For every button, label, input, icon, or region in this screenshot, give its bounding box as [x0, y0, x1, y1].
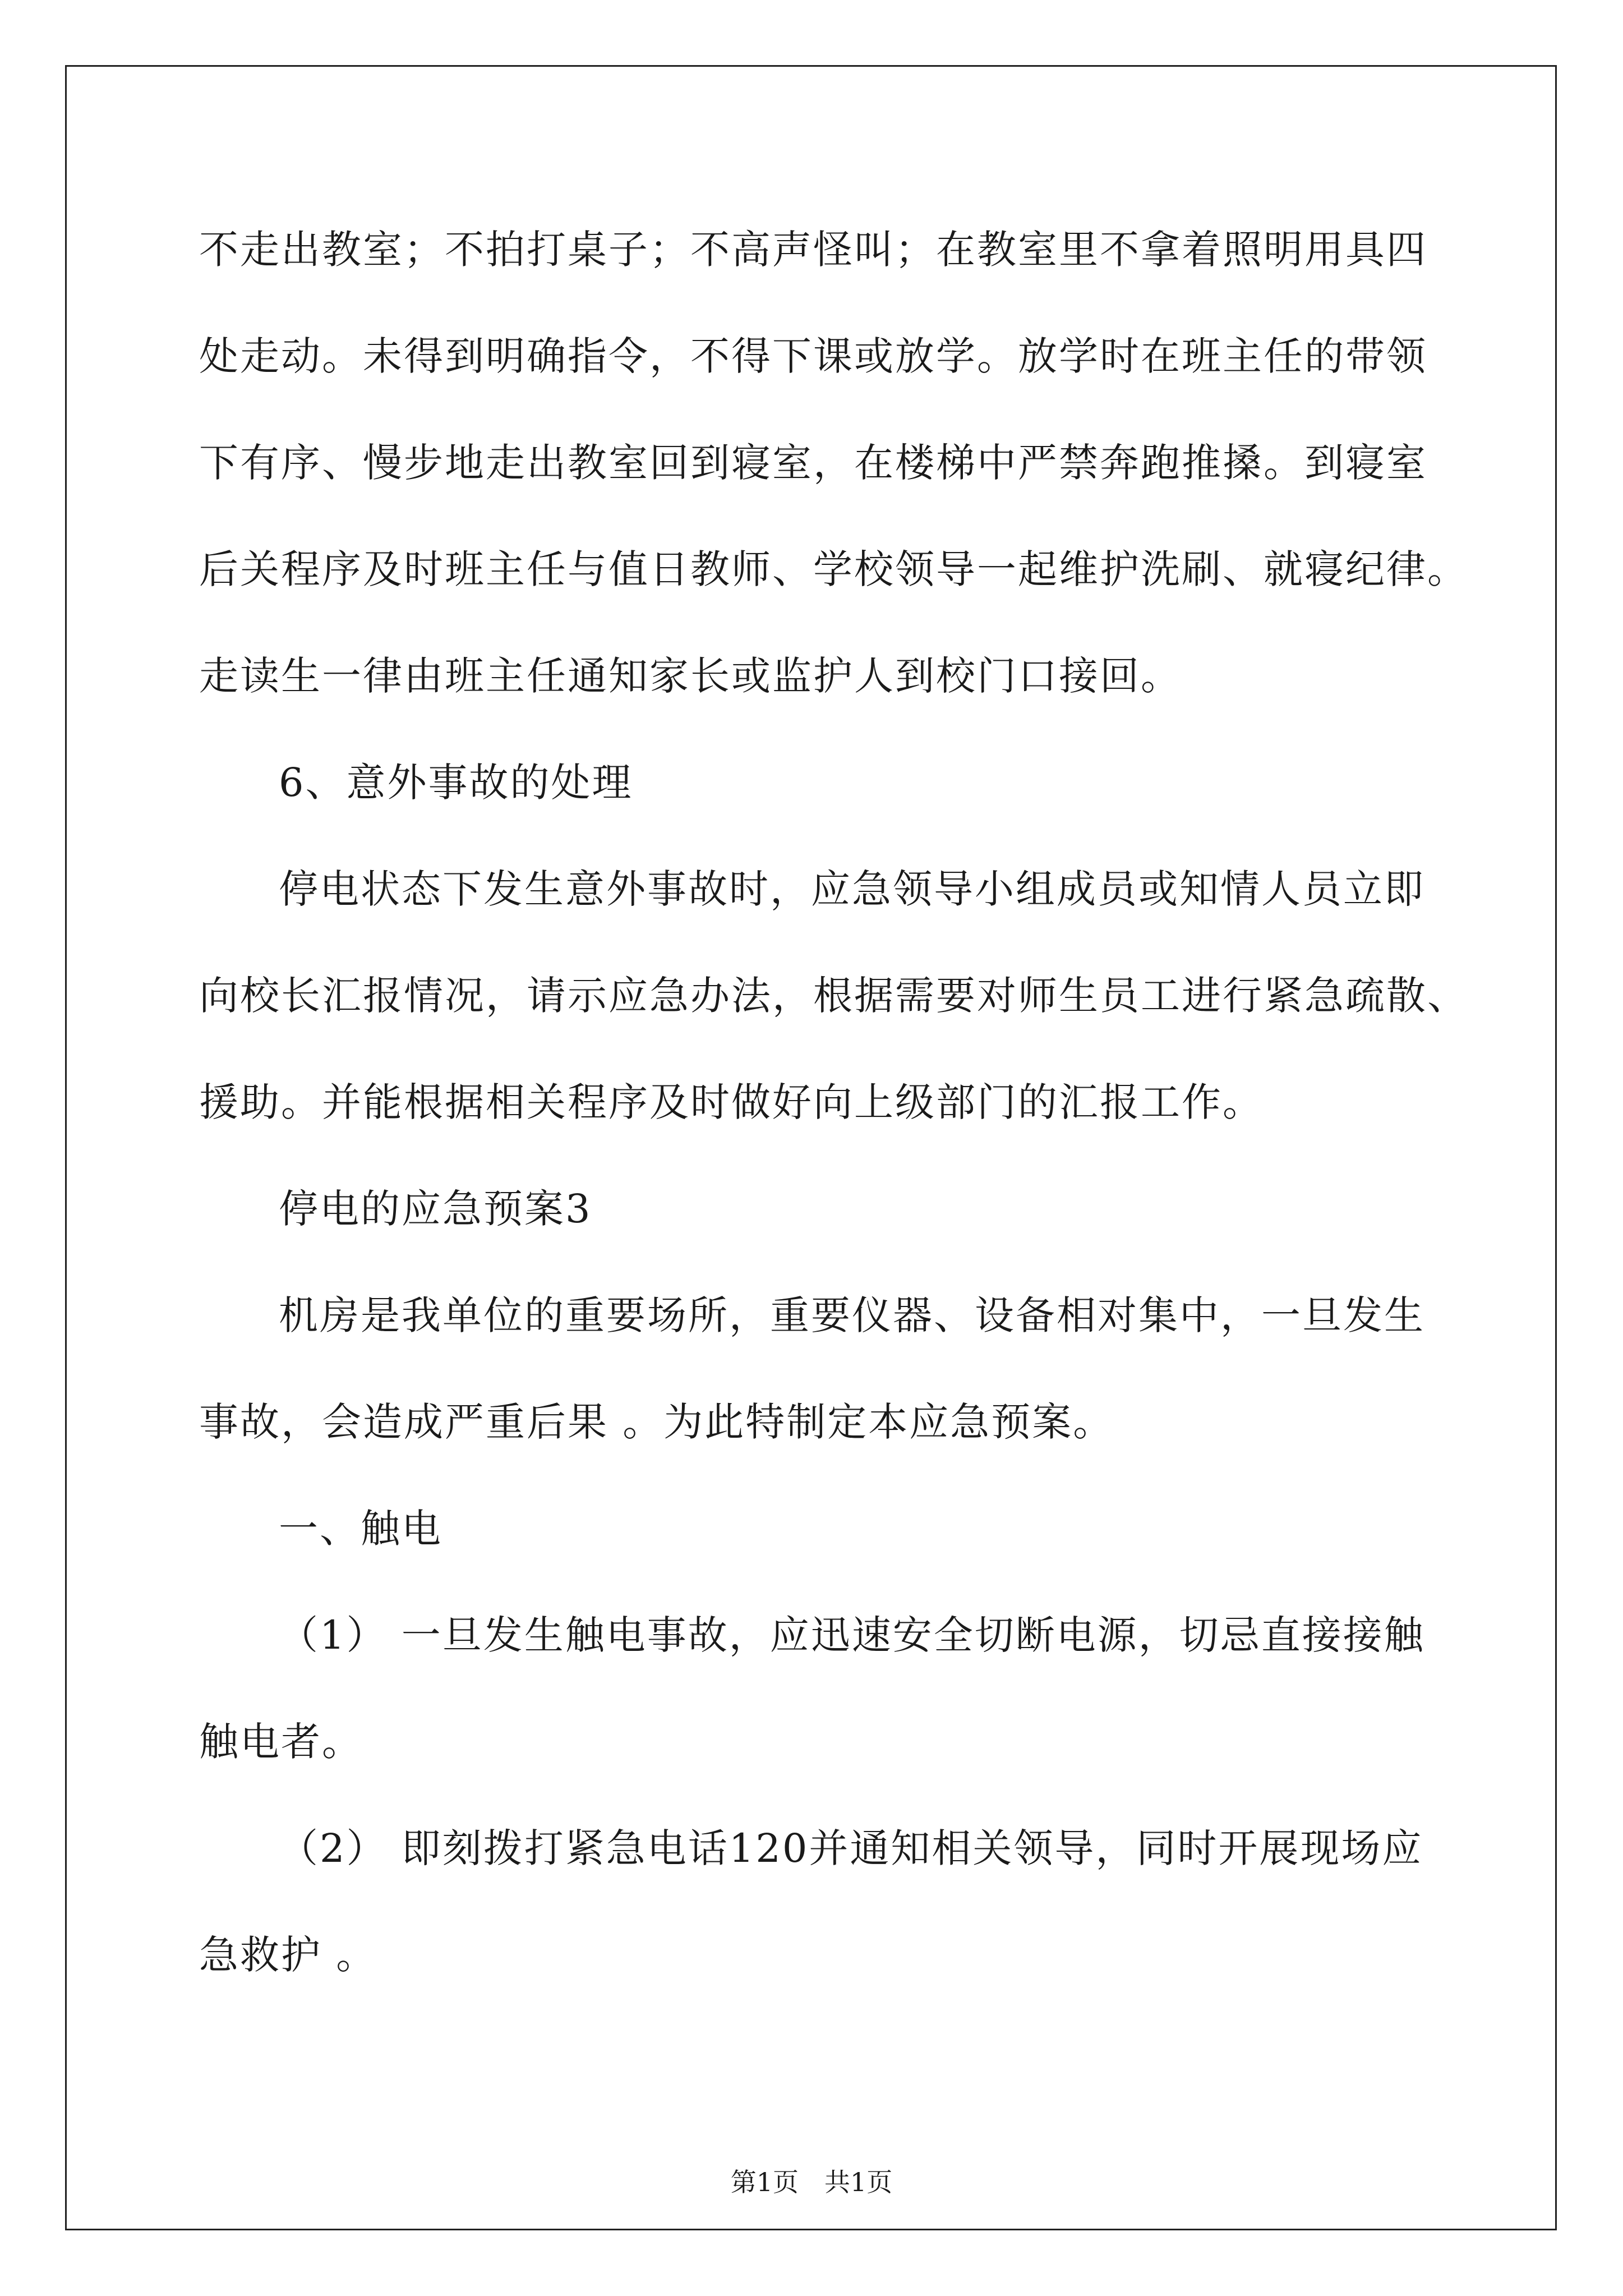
body-line-5: 走读生一律由班主任通知家长或监护人到校门口接回。 [199, 653, 1182, 699]
body-line-3: 下有序、慢步地走出教室回到寝室，在楼梯中严禁奔跑推搡。到寝室 [199, 440, 1427, 486]
body-line-7: 停电状态下发生意外事故时，应急领导小组成员或知情人员立即 [279, 866, 1425, 912]
body-line-2: 处走动。未得到明确指令，不得下课或放学。放学时在班主任的带领 [199, 333, 1427, 379]
body-line-17: 急救护 。 [199, 1932, 377, 1978]
body-line-16: （2） 即刻拨打紧急电话120并通知相关领导，同时开展现场应 [279, 1825, 1423, 1871]
body-line-12: 事故，会造成严重后果 。为此特制定本应急预案。 [199, 1399, 1114, 1445]
body-line-8: 向校长汇报情况，请示应急办法，根据需要对师生员工进行紧急疏散、 [199, 973, 1468, 1019]
body-line-11: 机房是我单位的重要场所，重要仪器、设备相对集中，一旦发生 [279, 1292, 1425, 1338]
page-border [65, 65, 1557, 2230]
body-line-14: （1） 一旦发生触电事故，应迅速安全切断电源，切忌直接接触 [279, 1612, 1425, 1658]
body-line-4: 后关程序及时班主任与值日教师、学校领导一起维护洗刷、就寝纪律。 [199, 546, 1468, 592]
body-line-15: 触电者。 [199, 1719, 363, 1765]
document-title: 停电的应急预案3 [279, 1186, 592, 1232]
section-heading: 6、意外事故的处理 [279, 760, 633, 806]
subsection-heading: 一、触电 [279, 1506, 442, 1552]
page-footer: 第1页 共1页 [730, 2167, 893, 2197]
body-line-9: 援助。并能根据相关程序及时做好向上级部门的汇报工作。 [199, 1079, 1264, 1125]
body-line-1: 不走出教室；不拍打桌子；不高声怪叫；在教室里不拿着照明用具四 [199, 227, 1427, 273]
